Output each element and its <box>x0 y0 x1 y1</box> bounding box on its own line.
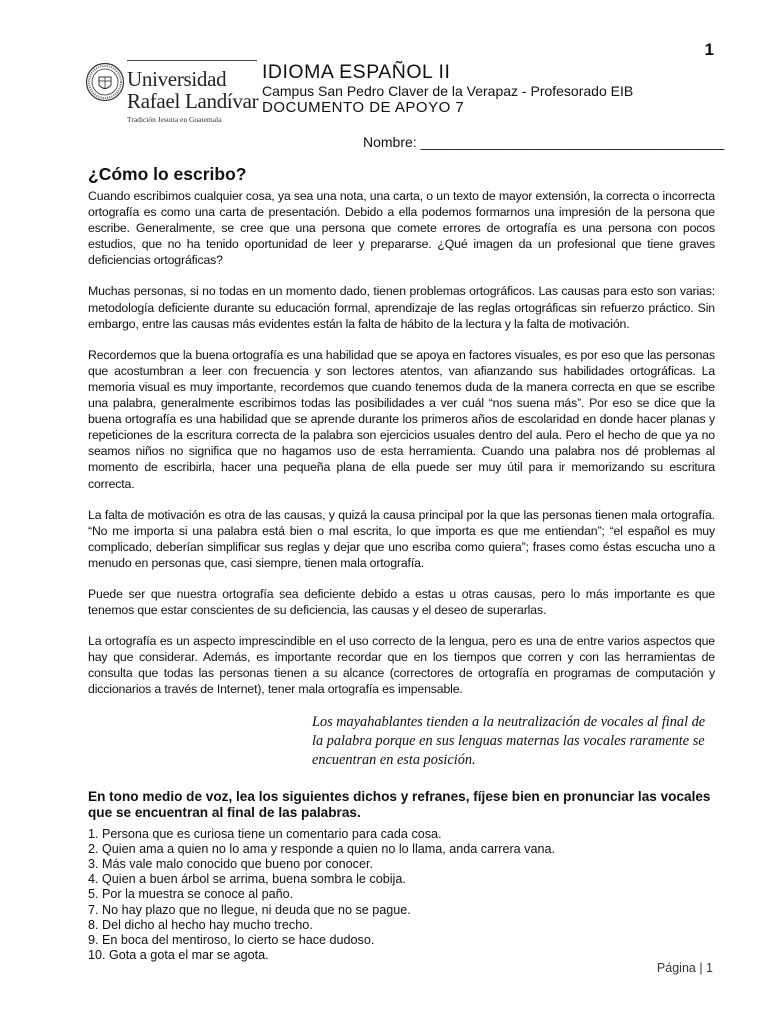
name-field-line: Nombre: _______________________________________ <box>363 134 725 150</box>
list-item: 5. Por la muestra se conoce al paño. <box>88 887 294 902</box>
list-item: 4. Quien a buen árbol se arrima, buena sombra le cobija. <box>88 872 406 887</box>
logo-tagline: Tradición Jesuita en Guatemala <box>127 115 222 124</box>
page-footer: Página | 1 <box>656 961 713 975</box>
paragraph: Puede ser que nuestra ortografía sea deficiente debido a estas u otras causas, pero lo más importante es que tenemos que estar conscientes de su deficiencia, las causas y el deseo de superarlas. <box>88 586 715 618</box>
exercise-instruction: En tono medio de voz, lea los siguientes dichos y refranes, fíjese bien en pronunciar las vocales que se encuentran al final de las palabras. <box>88 788 711 820</box>
campus-line: Campus San Pedro Claver de la Verapaz - Profesorado EIB <box>262 83 634 99</box>
logo-line-1: Universidad <box>127 67 227 91</box>
university-logo <box>85 62 260 126</box>
paragraph: Muchas personas, si no todas en un momento dado, tienen problemas ortográficos. Las causas para esto son varias: metodología deficiente durante su educación formal, aprendizaje de las reglas ortográficas sin refuerzo práctico. Sin embargo, entre las causas más evidentes están la falta de hábito de la lectura y la falta de motivación. <box>88 284 715 331</box>
list-item: 10. Gota a gota el mar se agota. <box>88 948 269 963</box>
page-number-top: 1 <box>704 40 714 59</box>
paragraph: Cuando escribimos cualquier cosa, ya sea una nota, una carta, o un texto de mayor extensión, la correcta o incorrecta ortografía es como una carta de presentación. Debido a ella podemos formarnos una impresión de la persona que escribe. Generalmente, se cree que una persona que comete errores de ortografía es una persona con pocos estudios, que no ha tenido oportunidad de leer y prepararse. ¿Qué imagen da un profesional que tiene graves deficiencias ortográficas? <box>88 189 715 268</box>
section-heading: ¿Cómo lo escribo? <box>88 164 247 184</box>
list-item: 1. Persona que es curiosa tiene un comentario para cada cosa. <box>88 826 442 841</box>
sayings-list <box>88 827 715 964</box>
list-item: 8. Del dicho al hecho hay mucho trecho. <box>88 917 313 932</box>
list-item: 7. No hay plazo que no llegue, ni deuda que no se pague. <box>88 902 411 917</box>
paragraph: La falta de motivación es otra de las causas, y quizá la causa principal por la que las personas tienen mala ortografía. “No me importa si una palabra está bien o mal escrita, lo que importa es que me entiendan”; “el español es muy complicado, deberían simplificar sus reglas y dejar que uno escriba como quiera”; frases como éstas escucha uno a menudo en personas que, casi siempre, tienen mala ortografía. <box>88 507 715 570</box>
italic-note: Los mayahablantes tienden a la neutralización de vocales al final de la palabra porque en sus lenguas maternas las vocales raramente se encuentran en esta posición. <box>312 713 706 768</box>
paragraph: Recordemos que la buena ortografía es una habilidad que se apoya en factores visuales, es por eso que las personas que acostumbran a leer con frecuencia y son lectores atentos, van afianzando sus habilidades ortográficas. La memoria visual es muy importante, recordemos que cuando tenemos duda de la manera correcta en que se escribe una palabra, generalmente escribimos todas las posibilidades a ver cuál “nos suena más”. Por eso se dice que la buena ortografía es una habilidad que se aprende durante los primeros años de escolaridad en donde hacer planas y repeticiones de la escritura correcta de la palabra son ejercicios usuales dentro del aula. Pero el hecho de que ya no seamos niños no significa que no hagamos uso de esta herramienta. Cuando una palabra nos dé problemas al momento de escribirla, hacer una pequeña plana de ella puede ser muy útil para ir memorizando su escritura correcta. <box>88 347 715 491</box>
course-title: IDIOMA ESPAÑOL II <box>262 61 451 83</box>
paragraph: La ortografía es un aspecto imprescindible en el uso correcto de la lengua, pero es una de entre varios aspectos que hay que considerar. Además, es importante recordar que en los tiempos que corren y con las herramientas de consulta que todas las personas tienen a su alcance (correctores de ortografía en programas de computación y diccionarios a través de Internet), tener mala ortografía es impensable. <box>88 634 715 697</box>
logo-wordmark <box>127 68 258 112</box>
logo-line-2: Rafael Landívar <box>127 89 259 113</box>
list-item: 3. Más vale malo conocido que bueno por conocer. <box>88 856 373 871</box>
list-item: 2. Quien ama a quien no lo ama y responde a quien no lo llama, anda carrera vana. <box>88 841 555 856</box>
document-body <box>88 164 715 963</box>
document-header <box>262 62 633 116</box>
logo-rule <box>127 60 257 61</box>
list-item: 9. En boca del mentiroso, lo cierto se hace dudoso. <box>88 932 375 947</box>
document-label: DOCUMENTO DE APOYO 7 <box>262 99 465 116</box>
university-seal-icon <box>85 62 125 102</box>
